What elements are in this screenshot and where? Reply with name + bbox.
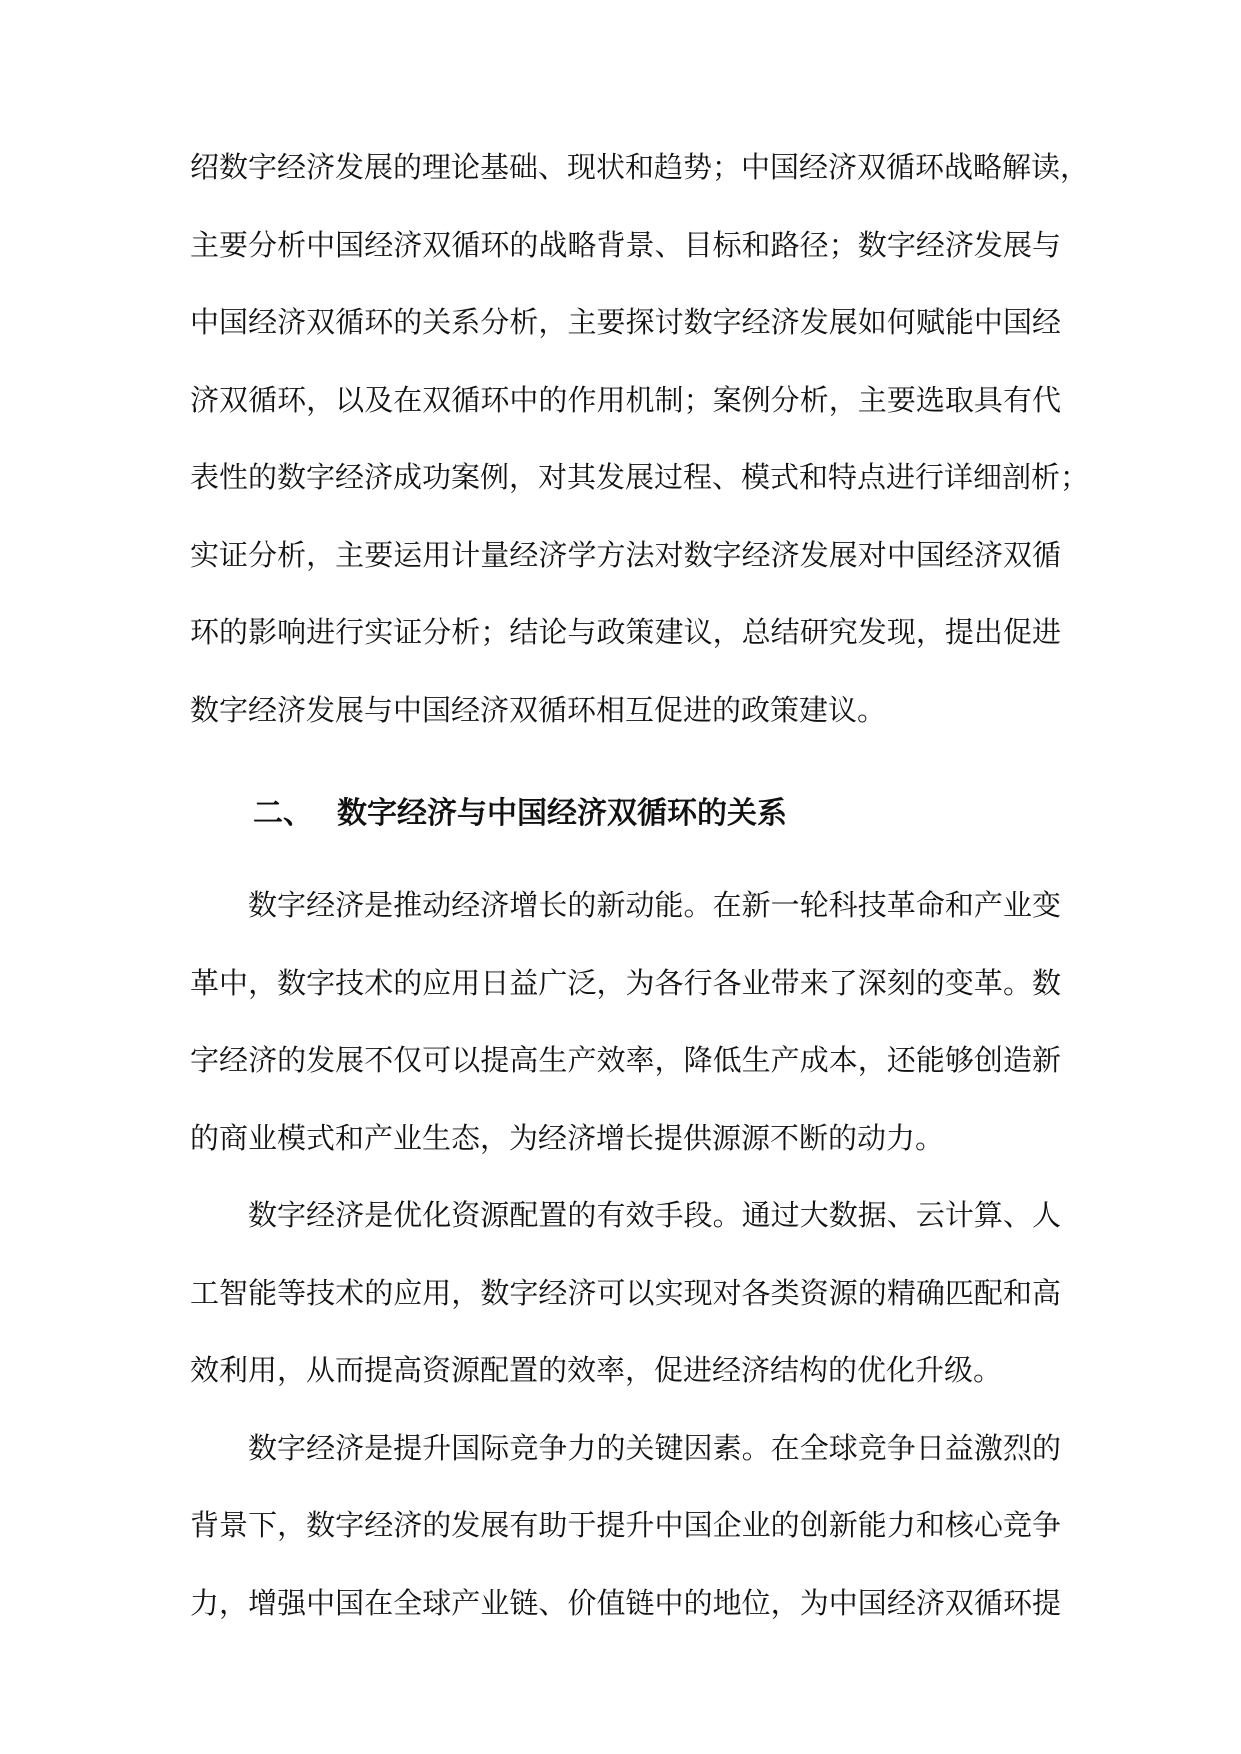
section-title: 数字经济与中国经济双循环的关系 <box>337 796 787 831</box>
section-heading <box>253 790 787 838</box>
text-line: 数字经济是提升国际竞争力的关键因素。在全球竞争日益激烈的 <box>248 1431 1061 1465</box>
text-line: 工智能等技术的应用，数字经济可以实现对各类资源的精确匹配和高 <box>190 1276 1061 1310</box>
text-line: 实证分析，主要运用计量经济学方法对数字经济发展对中国经济双循 <box>190 538 1061 572</box>
text-line: 表性的数字经济成功案例，对其发展过程、模式和特点进行详细剖析； <box>190 460 1090 494</box>
text-line: 绍数字经济发展的理论基础、现状和趋势；中国经济双循环战略解读， <box>190 150 1090 184</box>
text-line: 背景下，数字经济的发展有助于提升中国企业的创新能力和核心竞争 <box>190 1508 1061 1542</box>
text-line: 数字经济发展与中国经济双循环相互促进的政策建议。 <box>190 693 887 727</box>
text-line: 主要分析中国经济双循环的战略背景、目标和路径；数字经济发展与 <box>190 228 1061 262</box>
text-line: 的商业模式和产业生态，为经济增长提供源源不断的动力。 <box>190 1121 945 1155</box>
text-line: 环的影响进行实证分析；结论与政策建议，总结研究发现，提出促进 <box>190 615 1061 649</box>
text-line: 字经济的发展不仅可以提高生产效率，降低生产成本，还能够创造新 <box>190 1043 1061 1077</box>
section-number: 二、 <box>253 796 313 831</box>
text-line: 中国经济双循环的关系分析，主要探讨数字经济发展如何赋能中国经 <box>190 305 1061 339</box>
text-line: 效利用，从而提高资源配置的效率，促进经济结构的优化升级。 <box>190 1353 1003 1387</box>
text-line: 济双循环，以及在双循环中的作用机制；案例分析，主要选取具有代 <box>190 383 1061 417</box>
text-line: 数字经济是推动经济增长的新动能。在新一轮科技革命和产业变 <box>248 888 1061 922</box>
text-line: 力，增强中国在全球产业链、价值链中的地位，为中国经济双循环提 <box>190 1586 1061 1620</box>
text-line: 革中，数字技术的应用日益广泛，为各行各业带来了深刻的变革。数 <box>190 966 1061 1000</box>
text-line: 数字经济是优化资源配置的有效手段。通过大数据、云计算、人 <box>248 1198 1061 1232</box>
